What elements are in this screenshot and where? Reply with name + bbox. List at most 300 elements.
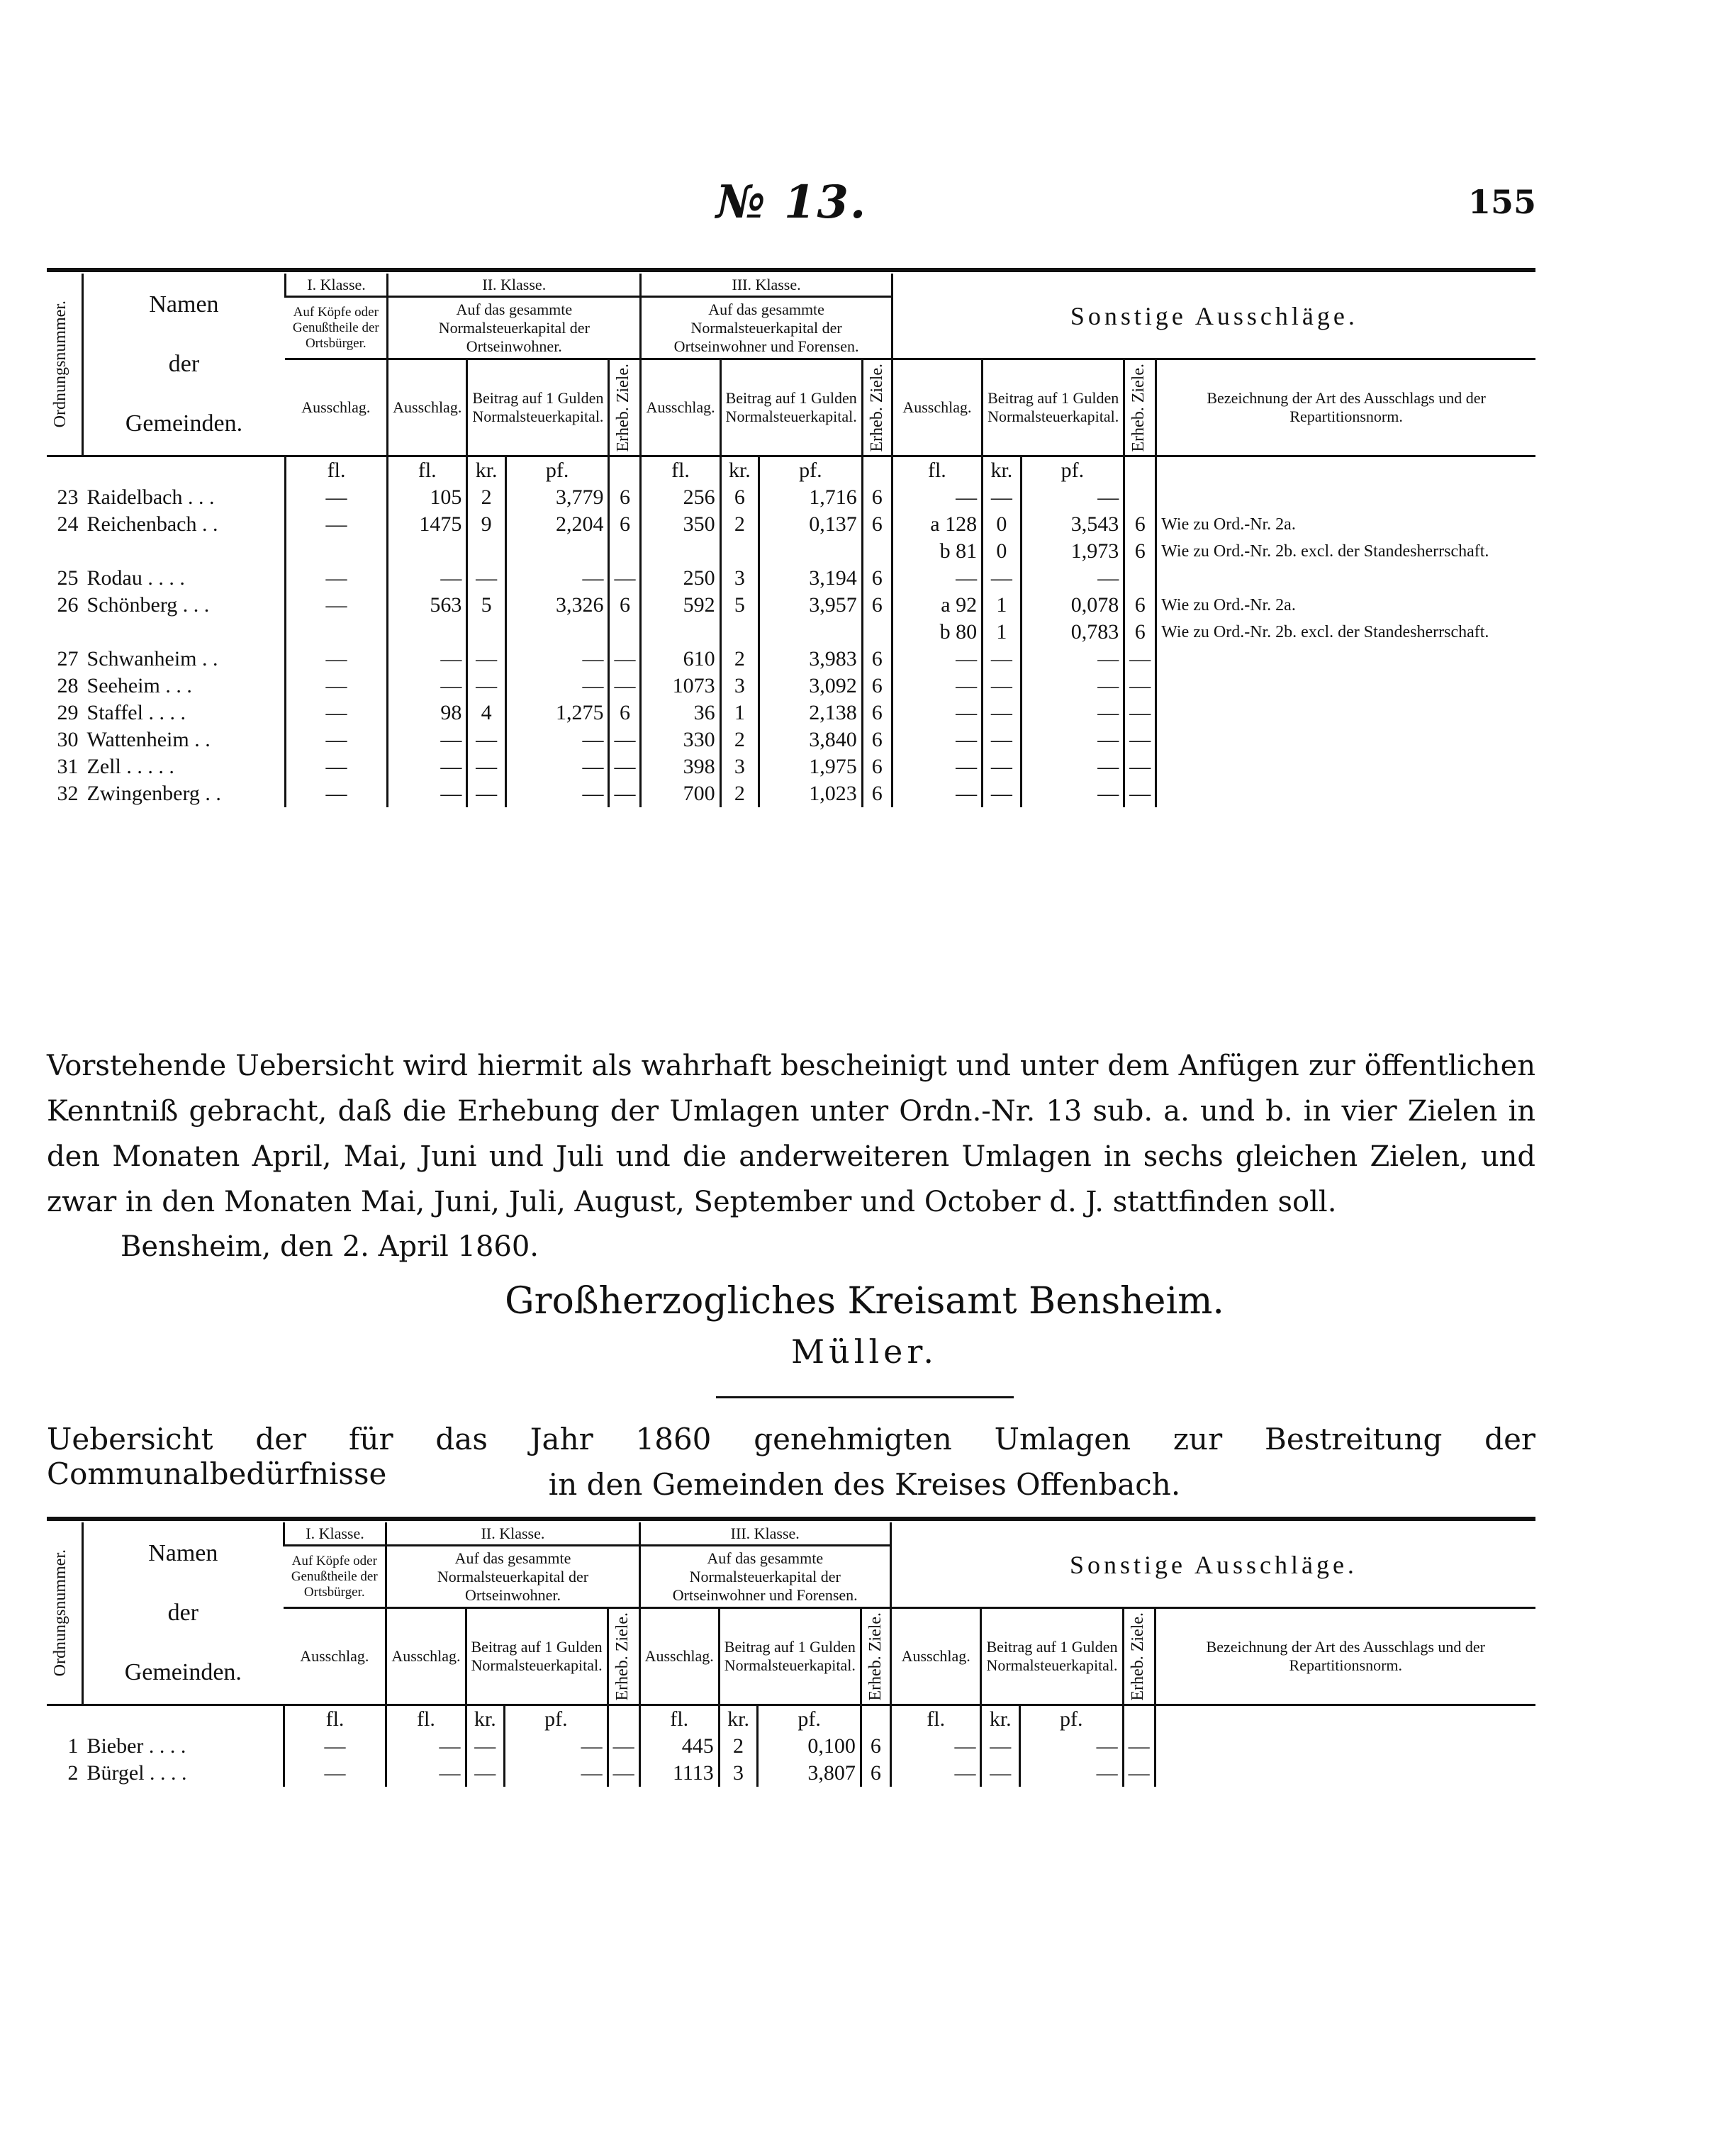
- class3-kr: 5: [720, 592, 759, 619]
- class2-kr: —: [467, 753, 506, 780]
- t2-c2-ausschlag: Ausschlag.: [386, 1608, 466, 1705]
- gemeinde-name: Reichenbach . .: [86, 512, 218, 536]
- class3-fl: 36: [641, 700, 720, 726]
- ordnungsnummer: 2: [67, 1761, 79, 1785]
- sonstige-ziele: [1124, 484, 1156, 511]
- class2-kr: —: [467, 646, 506, 673]
- sonstige-fl: —: [892, 780, 982, 807]
- class1-ausschlag: —: [285, 780, 387, 807]
- sonstige-kr: —: [983, 780, 1022, 807]
- class2-ziele: —: [608, 1733, 639, 1760]
- t1-ordnungsnummer-header: Ordnungsnummer.: [47, 274, 83, 456]
- class2-pf: —: [505, 646, 609, 673]
- class3-fl: 700: [641, 780, 720, 807]
- t2-class3-header: III. Klasse.: [639, 1522, 890, 1546]
- class2-pf: —: [505, 780, 609, 807]
- class1-ausschlag: —: [285, 484, 387, 511]
- t1-unit-c3-pf: pf.: [759, 456, 863, 485]
- ordnungsnummer: 29: [57, 701, 79, 724]
- class1-ausschlag: —: [285, 565, 387, 592]
- class3-kr: 2: [720, 646, 759, 673]
- ordnungsnummer: 24: [57, 512, 79, 536]
- t2-unit-c3-fl: fl.: [639, 1705, 719, 1734]
- t1-namen-header: Namen der Gemeinden.: [83, 274, 286, 456]
- class3-fl: 330: [641, 726, 720, 753]
- table-row: [47, 565, 1535, 592]
- t1-class2-desc: Auf das gesammte Normalsteuerkapital der Ortseinwohner.: [388, 297, 641, 359]
- class1-ausschlag: —: [285, 511, 387, 538]
- t2-c3-ausschlag: Ausschlag.: [639, 1608, 719, 1705]
- class3-ziele: 6: [862, 646, 892, 673]
- class3-fl: 398: [641, 753, 720, 780]
- sonstige-fl: —: [892, 484, 982, 511]
- t1-c2-ziele: Erheb. Ziele.: [609, 359, 641, 456]
- sonstige-bezeichnung: Wie zu Ord.-Nr. 2b. excl. der Standesherrschaft.: [1156, 538, 1535, 565]
- table-row: [47, 780, 1535, 807]
- class3-kr: 2: [720, 511, 759, 538]
- sonstige-pf: —: [1020, 1733, 1124, 1760]
- sonstige-kr: —: [983, 565, 1022, 592]
- t1-class3-header: III. Klasse.: [641, 274, 892, 297]
- table-row: [47, 726, 1535, 753]
- class3-kr: 1: [720, 700, 759, 726]
- t1-unit-c1-fl: fl.: [285, 456, 387, 485]
- class3-ziele: 6: [862, 673, 892, 700]
- class2-fl: —: [388, 780, 467, 807]
- gemeinde-name: [83, 538, 286, 565]
- class3-pf: 1,023: [759, 780, 863, 807]
- class3-ziele: 6: [862, 700, 892, 726]
- gemeinde-name: Schönberg . . .: [86, 593, 210, 617]
- class3-fl: 250: [641, 565, 720, 592]
- class1-ausschlag: —: [284, 1760, 386, 1787]
- t2-c3-beitrag: Beitrag auf 1 Gulden Normalsteuerkapital.: [719, 1608, 861, 1705]
- class3-fl: [641, 538, 720, 565]
- class3-pf: 1,716: [759, 484, 863, 511]
- class1-ausschlag: —: [285, 700, 387, 726]
- class3-kr: 6: [720, 484, 759, 511]
- t2-c1-ausschlag: Ausschlag.: [284, 1608, 386, 1705]
- class2-fl: 563: [388, 592, 467, 619]
- t1-class1-desc: Auf Köpfe oder Genußtheile der Ortsbürger.: [285, 297, 387, 359]
- sonstige-kr: 1: [983, 592, 1022, 619]
- t1-c3-ausschlag: Ausschlag.: [641, 359, 720, 456]
- class2-pf: [505, 538, 609, 565]
- t2-class2-header: II. Klasse.: [386, 1522, 639, 1546]
- sonstige-fl: —: [892, 700, 982, 726]
- page-number: 155: [1467, 183, 1536, 221]
- class3-ziele: 6: [862, 565, 892, 592]
- sonstige-fl: —: [892, 753, 982, 780]
- table2-top-rule: [47, 1517, 1535, 1521]
- class2-fl: —: [386, 1733, 466, 1760]
- sonstige-ziele: —: [1124, 673, 1156, 700]
- class2-ziele: 6: [609, 592, 641, 619]
- class3-pf: 0,137: [759, 511, 863, 538]
- sonstige-bezeichnung: [1156, 484, 1535, 511]
- t2-s-ausschlag: Ausschlag.: [890, 1608, 981, 1705]
- class2-pf: 3,779: [505, 484, 609, 511]
- t1-unit-c3-fl: fl.: [641, 456, 720, 485]
- class3-kr: 3: [720, 673, 759, 700]
- class3-pf: 1,975: [759, 753, 863, 780]
- class2-fl: [388, 619, 467, 646]
- class2-ziele: —: [608, 1760, 639, 1787]
- t2-class1-header: I. Klasse.: [284, 1522, 386, 1546]
- class2-ziele: 6: [609, 511, 641, 538]
- class3-pf: 3,957: [759, 592, 863, 619]
- class3-ziele: 6: [862, 511, 892, 538]
- class3-ziele: [862, 619, 892, 646]
- class2-pf: —: [505, 1760, 608, 1787]
- class3-kr: 2: [719, 1733, 758, 1760]
- class2-ziele: —: [609, 673, 641, 700]
- sonstige-ziele: —: [1124, 726, 1156, 753]
- t2-unit-s-pf: pf.: [1020, 1705, 1124, 1734]
- t1-c2-ausschlag: Ausschlag.: [388, 359, 467, 456]
- class3-ziele: [862, 538, 892, 565]
- class3-fl: 1073: [641, 673, 720, 700]
- t1-s-beitrag: Beitrag auf 1 Gulden Normalsteuerkapital.: [983, 359, 1124, 456]
- sonstige-ziele: [1124, 565, 1156, 592]
- ordnungsnummer: 30: [57, 728, 79, 751]
- t1-s-ziele: Erheb. Ziele.: [1124, 359, 1156, 456]
- class3-pf: 2,138: [759, 700, 863, 726]
- signature: Müller.: [791, 1332, 938, 1371]
- class2-kr: —: [467, 565, 506, 592]
- sonstige-fl: —: [892, 565, 982, 592]
- class3-fl: 1113: [639, 1760, 719, 1787]
- class3-pf: 0,100: [758, 1733, 861, 1760]
- class2-kr: —: [467, 780, 506, 807]
- table-row: [47, 592, 1535, 619]
- t2-class3-desc: Auf das gesammte Normalsteuerkapital der Ortseinwohner und Forensen.: [639, 1546, 890, 1608]
- gemeinde-name: Rodau . . . .: [86, 566, 185, 590]
- sonstige-pf: —: [1021, 565, 1124, 592]
- sonstige-ziele: —: [1123, 1733, 1155, 1760]
- table-row: [47, 619, 1535, 646]
- class2-kr: [467, 538, 506, 565]
- class1-ausschlag: —: [285, 726, 387, 753]
- sonstige-ziele: 6: [1124, 511, 1156, 538]
- table-row: [47, 1760, 1535, 1787]
- class2-fl: 98: [388, 700, 467, 726]
- sonstige-pf: —: [1021, 753, 1124, 780]
- class2-fl: —: [388, 565, 467, 592]
- sonstige-pf: 0,078: [1021, 592, 1124, 619]
- class3-pf: 3,807: [758, 1760, 861, 1787]
- t2-bezeichnung: Bezeichnung der Art des Ausschlags und der Repartitionsnorm.: [1155, 1608, 1535, 1705]
- sonstige-ziele: 6: [1124, 619, 1156, 646]
- table-row: [47, 673, 1535, 700]
- class2-ziele: [609, 619, 641, 646]
- class2-fl: [388, 538, 467, 565]
- class2-kr: 4: [467, 700, 506, 726]
- class3-pf: [759, 619, 863, 646]
- t1-unit-c2-kr: kr.: [467, 456, 506, 485]
- sonstige-bezeichnung: [1156, 753, 1535, 780]
- t1-class2-header: II. Klasse.: [388, 274, 641, 297]
- t1-c3-ziele: Erheb. Ziele.: [862, 359, 892, 456]
- t1-sonstige-header: Sonstige Ausschläge.: [892, 274, 1535, 359]
- class2-pf: —: [505, 726, 609, 753]
- t2-unit-c1-fl: fl.: [284, 1705, 386, 1734]
- sonstige-ziele: —: [1124, 780, 1156, 807]
- class3-kr: 2: [720, 780, 759, 807]
- sonstige-fl: —: [892, 673, 982, 700]
- sonstige-pf: 1,973: [1021, 538, 1124, 565]
- issue-number: № 13.: [716, 176, 868, 229]
- t1-bezeichnung: Bezeichnung der Art des Ausschlags und der Repartitionsnorm.: [1156, 359, 1535, 456]
- sonstige-kr: —: [983, 700, 1022, 726]
- table-row: [47, 1733, 1535, 1760]
- sonstige-ziele: —: [1123, 1760, 1155, 1787]
- class2-fl: —: [386, 1760, 466, 1787]
- ordnungsnummer: 31: [57, 755, 79, 778]
- sonstige-pf: —: [1021, 780, 1124, 807]
- class3-fl: 350: [641, 511, 720, 538]
- class1-ausschlag: —: [285, 592, 387, 619]
- class2-kr: —: [467, 673, 506, 700]
- class2-kr: 5: [467, 592, 506, 619]
- class2-kr: —: [467, 726, 506, 753]
- class3-ziele: 6: [862, 726, 892, 753]
- class3-fl: 592: [641, 592, 720, 619]
- sonstige-kr: —: [981, 1760, 1020, 1787]
- ordnungsnummer: 1: [67, 1734, 79, 1758]
- sonstige-bezeichnung: [1156, 726, 1535, 753]
- class2-fl: 105: [388, 484, 467, 511]
- sonstige-bezeichnung: [1156, 565, 1535, 592]
- class2-pf: —: [505, 673, 609, 700]
- t2-c2-beitrag: Beitrag auf 1 Gulden Normalsteuerkapital.: [466, 1608, 608, 1705]
- t2-unit-c2-kr: kr.: [466, 1705, 505, 1734]
- class3-kr: 3: [720, 565, 759, 592]
- sonstige-fl: b 80: [892, 619, 982, 646]
- sonstige-bezeichnung: [1156, 646, 1535, 673]
- t2-c3-ziele: Erheb. Ziele.: [861, 1608, 890, 1705]
- separator-rule: [716, 1396, 1014, 1398]
- t2-s-ziele: Erheb. Ziele.: [1123, 1608, 1155, 1705]
- ordnungsnummer: [47, 619, 83, 646]
- class3-pf: [759, 538, 863, 565]
- class2-pf: [505, 619, 609, 646]
- ordnungsnummer: 26: [57, 593, 79, 617]
- sonstige-bezeichnung: Wie zu Ord.-Nr. 2b. excl. der Standesherrschaft.: [1156, 619, 1535, 646]
- class2-fl: —: [388, 726, 467, 753]
- sonstige-pf: —: [1021, 700, 1124, 726]
- t2-unit-c2-pf: pf.: [505, 1705, 608, 1734]
- class1-ausschlag: —: [284, 1733, 386, 1760]
- class3-kr: [720, 538, 759, 565]
- class2-ziele: —: [609, 780, 641, 807]
- table-kreis-offenbach: [47, 1522, 1535, 1787]
- class2-ziele: 6: [609, 484, 641, 511]
- sonstige-bezeichnung: [1156, 673, 1535, 700]
- t2-unit-c3-pf: pf.: [758, 1705, 861, 1734]
- table-row: [47, 511, 1535, 538]
- class2-pf: —: [505, 565, 609, 592]
- class1-ausschlag: [285, 538, 387, 565]
- gemeinde-name: Bürgel . . . .: [86, 1761, 187, 1785]
- ordnungsnummer: 32: [57, 782, 79, 805]
- authority-name: Großherzogliches Kreisamt Bensheim.: [505, 1280, 1224, 1323]
- t1-class3-desc: Auf das gesammte Normalsteuerkapital der Ortseinwohner und Forensen.: [641, 297, 892, 359]
- section-title-line1: Uebersicht der für das Jahr 1860 genehmigten Umlagen zur Bestreitung der Communalbedürfnisse: [47, 1422, 1535, 1491]
- gemeinde-name: Zwingenberg . .: [86, 782, 221, 805]
- table-kreis-bensheim: [47, 274, 1535, 807]
- sonstige-kr: —: [983, 673, 1022, 700]
- t2-ordnungsnummer-header: Ordnungsnummer.: [47, 1522, 82, 1705]
- sonstige-ziele: —: [1124, 646, 1156, 673]
- t2-unit-c2-fl: fl.: [386, 1705, 466, 1734]
- class2-ziele: —: [609, 646, 641, 673]
- sonstige-pf: —: [1021, 726, 1124, 753]
- sonstige-pf: —: [1021, 484, 1124, 511]
- class1-ausschlag: —: [285, 673, 387, 700]
- class3-ziele: 6: [862, 753, 892, 780]
- sonstige-kr: 0: [983, 538, 1022, 565]
- class2-pf: —: [505, 753, 609, 780]
- sonstige-bezeichnung: [1155, 1733, 1535, 1760]
- t2-class1-desc: Auf Köpfe oder Genußtheile der Ortsbürger.: [284, 1546, 386, 1608]
- gemeinde-name: [83, 619, 286, 646]
- sonstige-ziele: —: [1124, 700, 1156, 726]
- table-row: [47, 484, 1535, 511]
- dateline: Bensheim, den 2. April 1860.: [121, 1230, 539, 1263]
- gemeinde-name: Staffel . . . .: [86, 701, 186, 724]
- class3-pf: 3,840: [759, 726, 863, 753]
- class3-kr: 3: [719, 1760, 758, 1787]
- gemeinde-name: Zell . . . . .: [86, 755, 174, 778]
- sonstige-fl: —: [890, 1733, 981, 1760]
- t2-class2-desc: Auf das gesammte Normalsteuerkapital der Ortseinwohner.: [386, 1546, 639, 1608]
- t2-c2-ziele: Erheb. Ziele.: [608, 1608, 639, 1705]
- sonstige-kr: —: [983, 726, 1022, 753]
- t1-c1-ausschlag: Ausschlag.: [285, 359, 387, 456]
- t1-unit-c3-kr: kr.: [720, 456, 759, 485]
- class2-pf: 3,326: [505, 592, 609, 619]
- class2-ziele: —: [609, 753, 641, 780]
- class2-kr: [467, 619, 506, 646]
- table-row: [47, 753, 1535, 780]
- class3-pf: 3,092: [759, 673, 863, 700]
- sonstige-kr: 0: [983, 511, 1022, 538]
- class3-fl: 445: [639, 1733, 719, 1760]
- t2-namen-header: Namen der Gemeinden.: [82, 1522, 284, 1705]
- sonstige-kr: 1: [983, 619, 1022, 646]
- table-row: [47, 700, 1535, 726]
- ordnungsnummer: 27: [57, 647, 79, 670]
- t1-unit-s-kr: kr.: [983, 456, 1022, 485]
- class2-pf: 2,204: [505, 511, 609, 538]
- sonstige-fl: b 81: [892, 538, 982, 565]
- class3-kr: [720, 619, 759, 646]
- t2-unit-s-fl: fl.: [890, 1705, 981, 1734]
- class2-ziele: —: [609, 726, 641, 753]
- sonstige-pf: 3,543: [1021, 511, 1124, 538]
- ordnungsnummer: 25: [57, 566, 79, 590]
- class3-pf: 3,983: [759, 646, 863, 673]
- class2-pf: —: [505, 1733, 608, 1760]
- class2-fl: —: [388, 673, 467, 700]
- sonstige-fl: —: [892, 646, 982, 673]
- class3-kr: 2: [720, 726, 759, 753]
- sonstige-pf: —: [1021, 673, 1124, 700]
- table-row: [47, 646, 1535, 673]
- class1-ausschlag: [285, 619, 387, 646]
- class1-ausschlag: —: [285, 753, 387, 780]
- t1-unit-c2-fl: fl.: [388, 456, 467, 485]
- class3-ziele: 6: [861, 1760, 890, 1787]
- gemeinde-name: Schwanheim . .: [86, 647, 218, 670]
- t2-unit-s-kr: kr.: [981, 1705, 1020, 1734]
- t2-unit-c3-kr: kr.: [719, 1705, 758, 1734]
- sonstige-fl: a 92: [892, 592, 982, 619]
- sonstige-fl: —: [892, 726, 982, 753]
- sonstige-kr: —: [983, 753, 1022, 780]
- class3-pf: 3,194: [759, 565, 863, 592]
- gemeinde-name: Raidelbach . . .: [86, 485, 215, 509]
- class2-kr: —: [466, 1733, 505, 1760]
- sonstige-kr: —: [983, 484, 1022, 511]
- t1-unit-s-pf: pf.: [1021, 456, 1124, 485]
- section-title-line2: in den Gemeinden des Kreises Offenbach.: [548, 1467, 1181, 1502]
- t1-c3-beitrag: Beitrag auf 1 Gulden Normalsteuerkapital.: [720, 359, 862, 456]
- class2-ziele: 6: [609, 700, 641, 726]
- gemeinde-name: Seeheim . . .: [86, 674, 192, 697]
- class3-fl: 256: [641, 484, 720, 511]
- sonstige-bezeichnung: [1155, 1760, 1535, 1787]
- class3-fl: [641, 619, 720, 646]
- class3-ziele: 6: [862, 484, 892, 511]
- t2-sonstige-header: Sonstige Ausschläge.: [890, 1522, 1535, 1608]
- sonstige-ziele: 6: [1124, 538, 1156, 565]
- class3-kr: 3: [720, 753, 759, 780]
- sonstige-ziele: 6: [1124, 592, 1156, 619]
- class2-fl: —: [388, 753, 467, 780]
- t1-class1-header: I. Klasse.: [285, 274, 387, 297]
- class2-kr: 2: [467, 484, 506, 511]
- certification-paragraph: Vorstehende Uebersicht wird hiermit als wahrhaft bescheinigt und unter dem Anfügen zur öffentlichen Kenntniß gebracht, daß die Erhebung der Umlagen unter Ordn.-Nr. 13 sub. a. und b. in vier Zielen in den Monaten April, Mai, Juni und Juli und die anderweiteren Umlagen in sechs gleichen Zielen, und zwar in den Monaten Mai, Juni, Juli, August, September und October d. J. stattfinden soll.: [47, 1050, 1535, 1218]
- sonstige-pf: 0,783: [1021, 619, 1124, 646]
- class3-ziele: 6: [862, 592, 892, 619]
- class2-kr: —: [466, 1760, 505, 1787]
- t1-s-ausschlag: Ausschlag.: [892, 359, 982, 456]
- t1-c2-beitrag: Beitrag auf 1 Gulden Normalsteuerkapital.: [467, 359, 609, 456]
- sonstige-bezeichnung: [1156, 700, 1535, 726]
- sonstige-pf: —: [1020, 1760, 1124, 1787]
- table-row: [47, 538, 1535, 565]
- class2-fl: 1475: [388, 511, 467, 538]
- gemeinde-name: Wattenheim . .: [86, 728, 211, 751]
- class3-ziele: 6: [861, 1733, 890, 1760]
- t2-s-beitrag: Beitrag auf 1 Gulden Normalsteuerkapital.: [981, 1608, 1123, 1705]
- sonstige-kr: —: [983, 646, 1022, 673]
- ordnungsnummer: 23: [57, 485, 79, 509]
- class2-kr: 9: [467, 511, 506, 538]
- sonstige-bezeichnung: Wie zu Ord.-Nr. 2a.: [1156, 592, 1535, 619]
- table1-top-rule: [47, 268, 1535, 272]
- sonstige-fl: —: [890, 1760, 981, 1787]
- class2-fl: —: [388, 646, 467, 673]
- ordnungsnummer: [47, 538, 83, 565]
- class2-pf: 1,275: [505, 700, 609, 726]
- sonstige-ziele: —: [1124, 753, 1156, 780]
- class2-ziele: [609, 538, 641, 565]
- sonstige-bezeichnung: [1156, 780, 1535, 807]
- ordnungsnummer: 28: [57, 674, 79, 697]
